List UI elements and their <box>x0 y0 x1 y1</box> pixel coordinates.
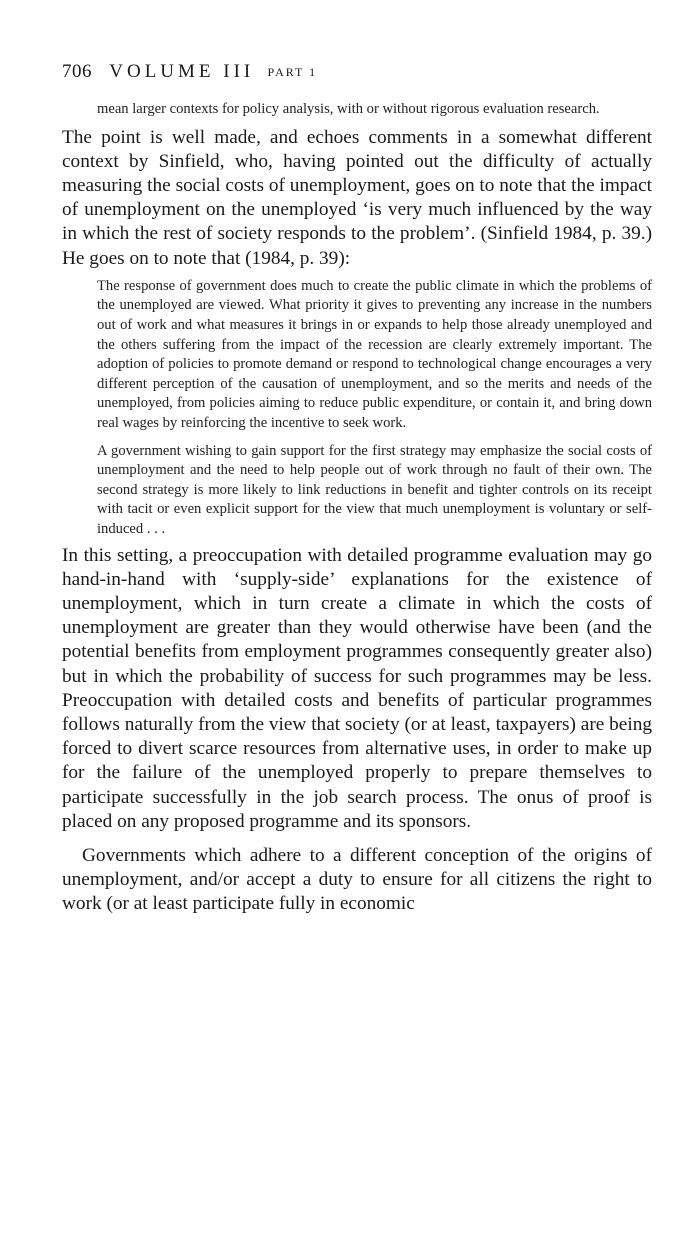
block-quotation <box>62 277 652 540</box>
paragraph-sinfield: The point is well made, and echoes comments in a somewhat different context by Sinfield, who, having pointed out the difficulty of actually measuring the social costs of unemployment, goes on to note that the impact of unemployment on the unemployed ‘is very much influenced by the way in which the rest of society responds to the problem’. (Sinfield 1984, p. 39.) He goes on to note that (1984, p. 39): <box>62 126 652 269</box>
page-number: 706 <box>62 61 92 82</box>
book-page <box>62 60 652 917</box>
part-label: PART 1 <box>267 65 318 79</box>
paragraph-governments: Governments which adhere to a different conception of the origins of unemployment, and/or accept a duty to ensure for all citizens the right to work (or at least participate fully in economic <box>62 844 652 915</box>
quote-paragraph-strategies: A government wishing to gain support for the first strategy may emphasize the social costs of unemployment and the need to help people out of work through no fault of their own. The second strategy is more likely to link reductions in benefit and tighter controls on its receipt with tacit or even explicit support for the view that much unemployment is voluntary or self-induced . . . <box>97 442 652 537</box>
paragraph-setting: In this setting, a preoccupation with detailed programme evaluation may go hand-in-hand with ‘supply-side’ explanations for the existence of unemployment, which in turn create a climate in which the costs of unemployment are greater than they would otherwise have been (and the potential benefits from employment programmes consequently greater also) but in which the probability of success for such programmes may be less. Preoccupation with detailed costs and benefits of particular programmes follows naturally from the view that society (or at least, taxpayers) are being forced to divert scarce resources from alternative uses, in order to make up for the failure of the unemployed properly to prepare themselves to participate successfully in the job search process. The onus of proof is placed on any proposed programme and its sponsors. <box>62 544 652 832</box>
volume-label: VOLUME III <box>109 61 255 82</box>
quote-continuation: mean larger contexts for policy analysis, with or without rigorous evaluation research. <box>97 101 600 117</box>
running-head <box>62 60 652 84</box>
quote-paragraph-government-response: The response of government does much to create the public climate in which the problems of the unemployed are viewed. What priority it gives to preventing any increase in the numbers out of work and what measures it brings in or expands to help those already unemployed and the others suffering from the impact of the recession are clearly extremely important. The adoption of policies to promote demand or respond to technological change encourages a very different perception of the causation of unemployment, and so the merits and needs of the unemployed, from policies aiming to reduce public expenditure, or contain it, and bring down real wages by reinforcing the incentive to seek work. <box>97 277 652 431</box>
